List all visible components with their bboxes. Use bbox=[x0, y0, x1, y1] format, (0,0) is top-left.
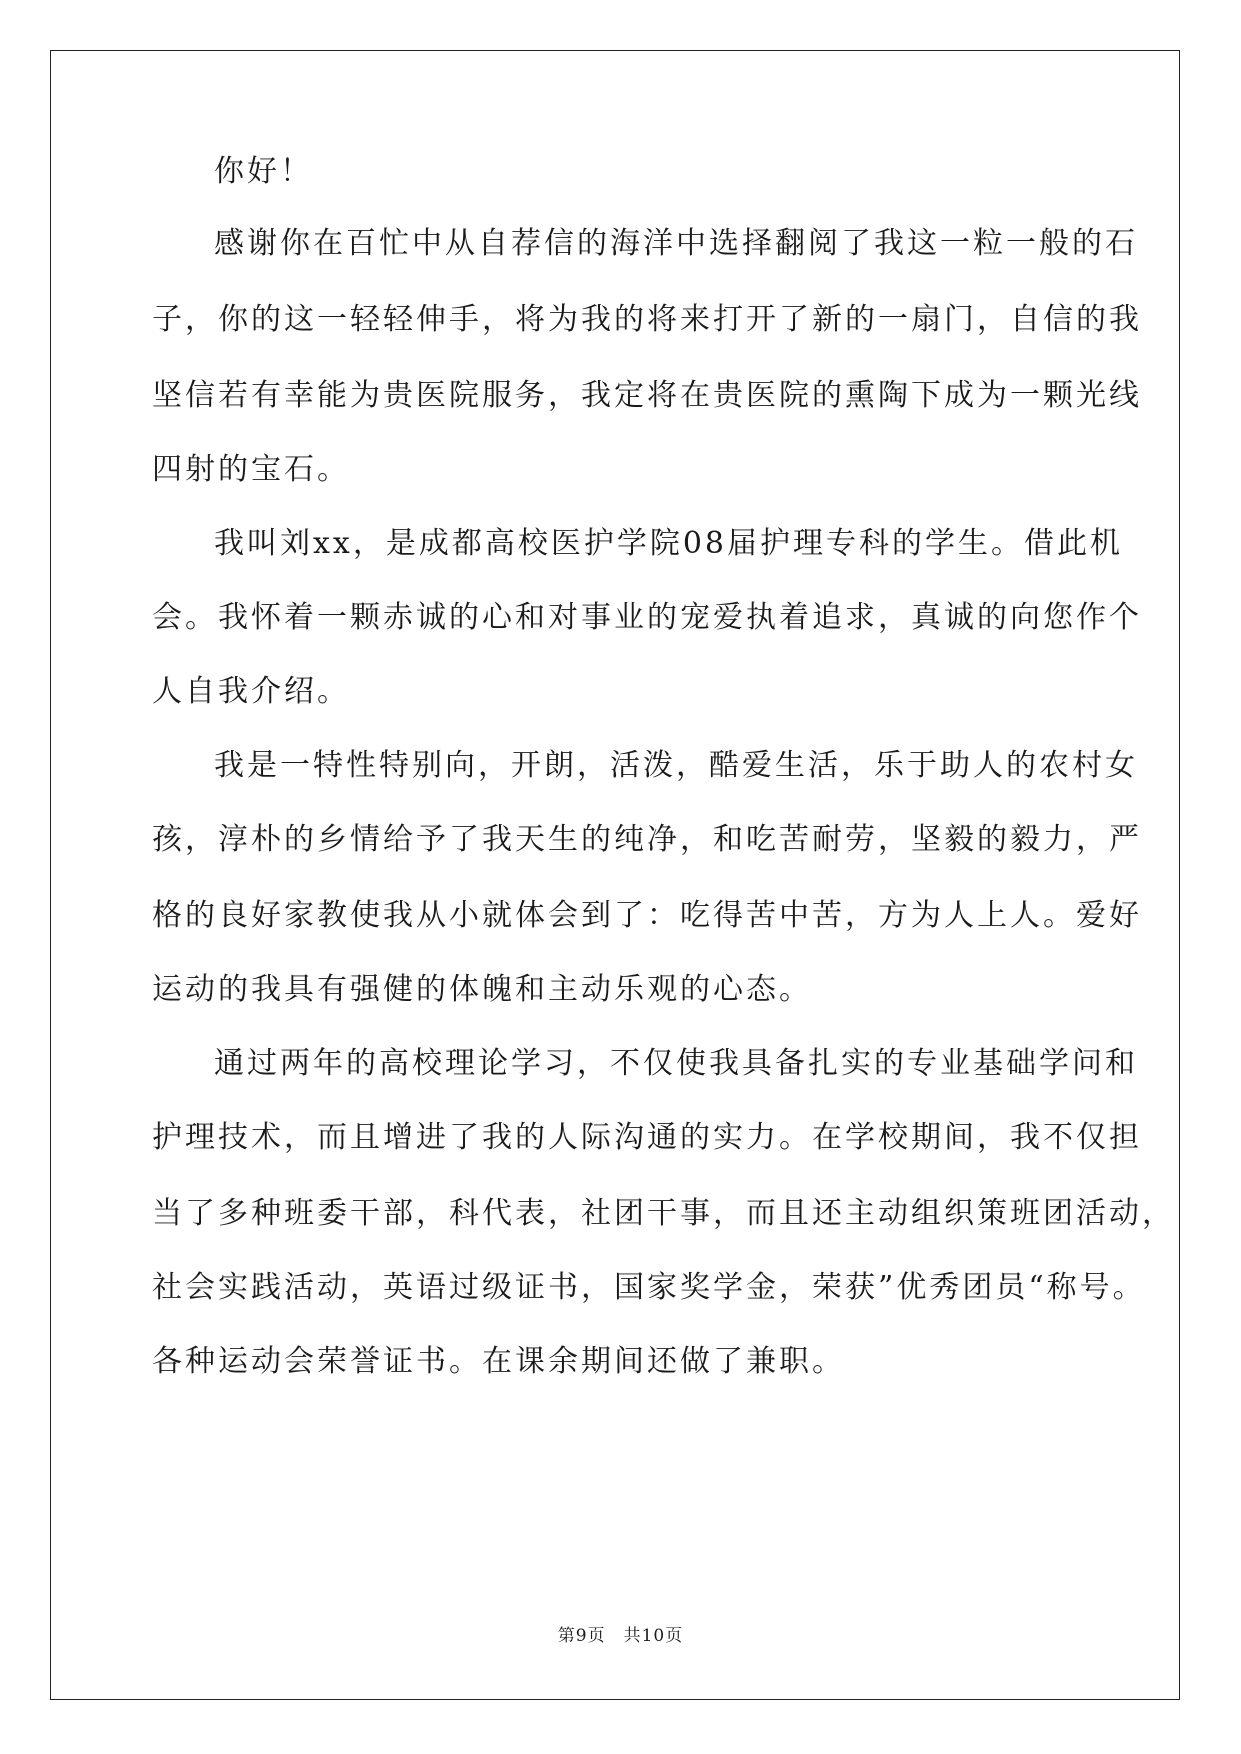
paragraph-line: 运动的我具有强健的体魄和主动乐观的心态。 bbox=[152, 972, 812, 1007]
paragraph-line: 子，你的这一轻轻伸手，将为我的将来打开了新的一扇门，自信的我 bbox=[152, 302, 1142, 337]
paragraph-line: 坚信若有幸能为贵医院服务，我定将在贵医院的熏陶下成为一颗光线 bbox=[152, 378, 1142, 413]
page-border bbox=[50, 50, 1180, 1700]
paragraph-line: 格的良好家教使我从小就体会到了：吃得苦中苦，方为人上人。爱好 bbox=[152, 898, 1142, 933]
paragraph-line: 我是一特性特别向，开朗，活泼，酷爱生活，乐于助人的农村女 bbox=[214, 748, 1138, 783]
paragraph-line: 孩，淳朴的乡情给予了我天生的纯净，和吃苦耐劳，坚毅的毅力，严 bbox=[152, 822, 1142, 857]
paragraph-line: 四射的宝石。 bbox=[152, 452, 350, 487]
greeting-line: 你好！ bbox=[214, 154, 313, 189]
paragraph-line: 当了多种班委干部，科代表，社团干事，而且还主动组织策班团活动， bbox=[152, 1196, 1175, 1231]
paragraph-line: 感谢你在百忙中从自荐信的海洋中选择翻阅了我这一粒一般的石 bbox=[214, 226, 1138, 261]
paragraph-line: 我叫刘xx，是成都高校医护学院08届护理专科的学生。借此机 bbox=[214, 526, 1124, 561]
paragraph-line: 护理技术，而且增进了我的人际沟通的实力。在学校期间，我不仅担 bbox=[152, 1120, 1142, 1155]
paragraph-line: 通过两年的高校理论学习，不仅使我具备扎实的专业基础学问和 bbox=[214, 1046, 1138, 1081]
page-number-footer: 第9页 共10页 bbox=[557, 1626, 684, 1646]
paragraph-line: 各种运动会荣誉证书。在课余期间还做了兼职。 bbox=[152, 1344, 845, 1379]
paragraph-line: 人自我介绍。 bbox=[152, 674, 350, 709]
paragraph-line: 会。我怀着一颗赤诚的心和对事业的宠爱执着追求，真诚的向您作个 bbox=[152, 600, 1142, 635]
paragraph-line: 社会实践活动，英语过级证书，国家奖学金，荣获”优秀团员“称号。 bbox=[152, 1270, 1146, 1305]
